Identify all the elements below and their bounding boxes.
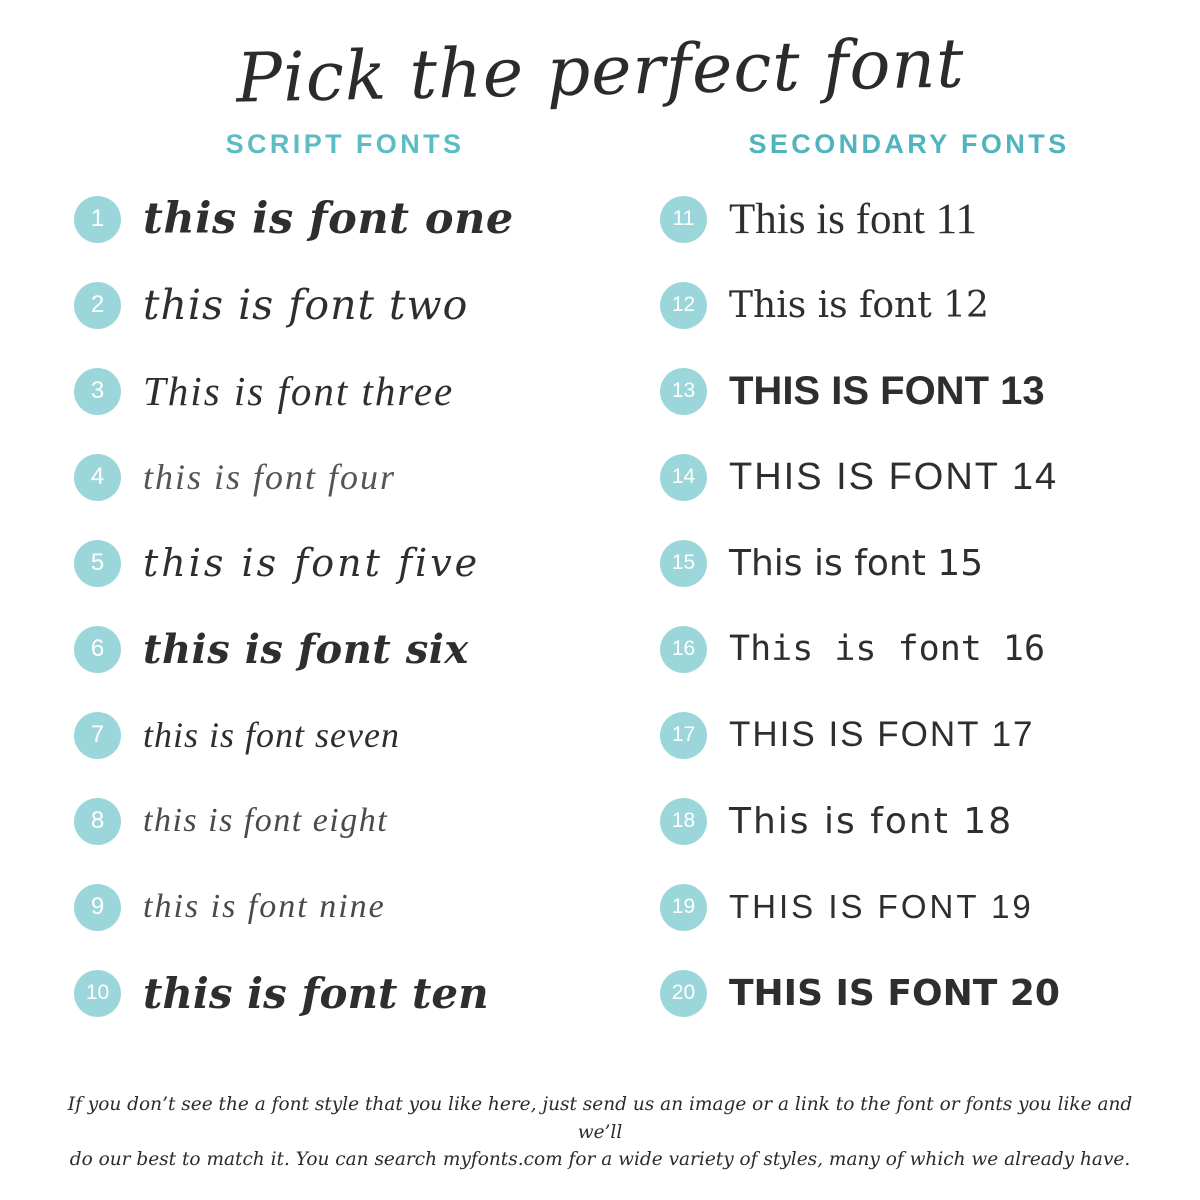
font-number-badge: 18 [660, 798, 707, 845]
font-number-badge: 20 [660, 970, 707, 1017]
script-fonts-heading: SCRIPT FONTS [225, 129, 465, 160]
font-option-17[interactable] [660, 692, 1158, 778]
font-sample-text: this is font five [143, 541, 481, 586]
font-option-5[interactable] [74, 520, 616, 606]
font-sample-text: THIS IS FONT 13 [729, 368, 1045, 413]
secondary-fonts-heading: SECONDARY FONTS [748, 129, 1070, 160]
footer-line-2: do our best to match it. You can search myfonts.com for a wide variety of styles, many of which we already have. [69, 1149, 1131, 1171]
secondary-fonts-column [616, 129, 1158, 1036]
font-sample-text: This is font 15 [729, 542, 984, 584]
font-sample-text: THIS IS FONT 14 [729, 455, 1059, 498]
font-sample-text: THIS IS FONT 19 [729, 888, 1034, 926]
font-sample-text: this is font seven [143, 715, 400, 756]
font-sample-text: This is font 18 [729, 800, 1014, 842]
font-number-badge: 2 [74, 282, 121, 329]
font-option-18[interactable] [660, 778, 1158, 864]
font-option-10[interactable] [74, 950, 616, 1036]
font-number-badge: 11 [660, 196, 707, 243]
font-sample-text: this is font eight [143, 802, 389, 840]
font-sample-text: this is font one [143, 194, 514, 245]
font-sample-text: this is font two [143, 281, 469, 330]
font-number-badge: 6 [74, 626, 121, 673]
font-sample-text: this is font six [143, 625, 469, 673]
font-sample-text: This is font 11 [729, 195, 978, 243]
font-number-badge: 10 [74, 970, 121, 1017]
font-sample-text: THIS IS FONT 20 [729, 972, 1060, 1014]
font-sample-text: This is font 16 [729, 629, 1046, 670]
font-option-9[interactable] [74, 864, 616, 950]
script-fonts-column [74, 129, 616, 1036]
font-sample-text: This is font three [143, 368, 455, 415]
font-option-3[interactable] [74, 348, 616, 434]
font-option-6[interactable] [74, 606, 616, 692]
font-number-badge: 8 [74, 798, 121, 845]
font-option-2[interactable] [74, 262, 616, 348]
font-number-badge: 14 [660, 454, 707, 501]
footer-line-1: If you don’t see the a font style that you like here, just send us an image or a link to the font or fonts you like and we’ll [67, 1093, 1133, 1143]
font-sample-text: this is font ten [143, 968, 489, 1018]
font-option-4[interactable] [74, 434, 616, 520]
font-sample-text: THIS IS FONT 17 [729, 715, 1035, 755]
font-option-1[interactable] [74, 176, 616, 262]
font-sample-text: this is font four [143, 457, 397, 498]
font-option-16[interactable] [660, 606, 1158, 692]
font-option-20[interactable] [660, 950, 1158, 1036]
font-option-15[interactable] [660, 520, 1158, 606]
font-number-badge: 16 [660, 626, 707, 673]
font-number-badge: 13 [660, 368, 707, 415]
font-option-12[interactable] [660, 262, 1158, 348]
font-option-7[interactable] [74, 692, 616, 778]
font-option-19[interactable] [660, 864, 1158, 950]
page-title: Pick the perfect font [235, 24, 966, 119]
font-number-badge: 5 [74, 540, 121, 587]
font-number-badge: 9 [74, 884, 121, 931]
font-number-badge: 4 [74, 454, 121, 501]
footer-note [0, 1091, 1200, 1174]
font-number-badge: 12 [660, 282, 707, 329]
font-number-badge: 7 [74, 712, 121, 759]
font-sample-text: This is font 12 [729, 284, 989, 326]
font-option-8[interactable] [74, 778, 616, 864]
font-option-11[interactable] [660, 176, 1158, 262]
font-number-badge: 15 [660, 540, 707, 587]
font-number-badge: 3 [74, 368, 121, 415]
font-option-14[interactable] [660, 434, 1158, 520]
font-sample-text: this is font nine [143, 888, 386, 926]
font-columns [0, 129, 1200, 1036]
font-number-badge: 17 [660, 712, 707, 759]
font-number-badge: 19 [660, 884, 707, 931]
font-number-badge: 1 [74, 196, 121, 243]
font-option-13[interactable] [660, 348, 1158, 434]
